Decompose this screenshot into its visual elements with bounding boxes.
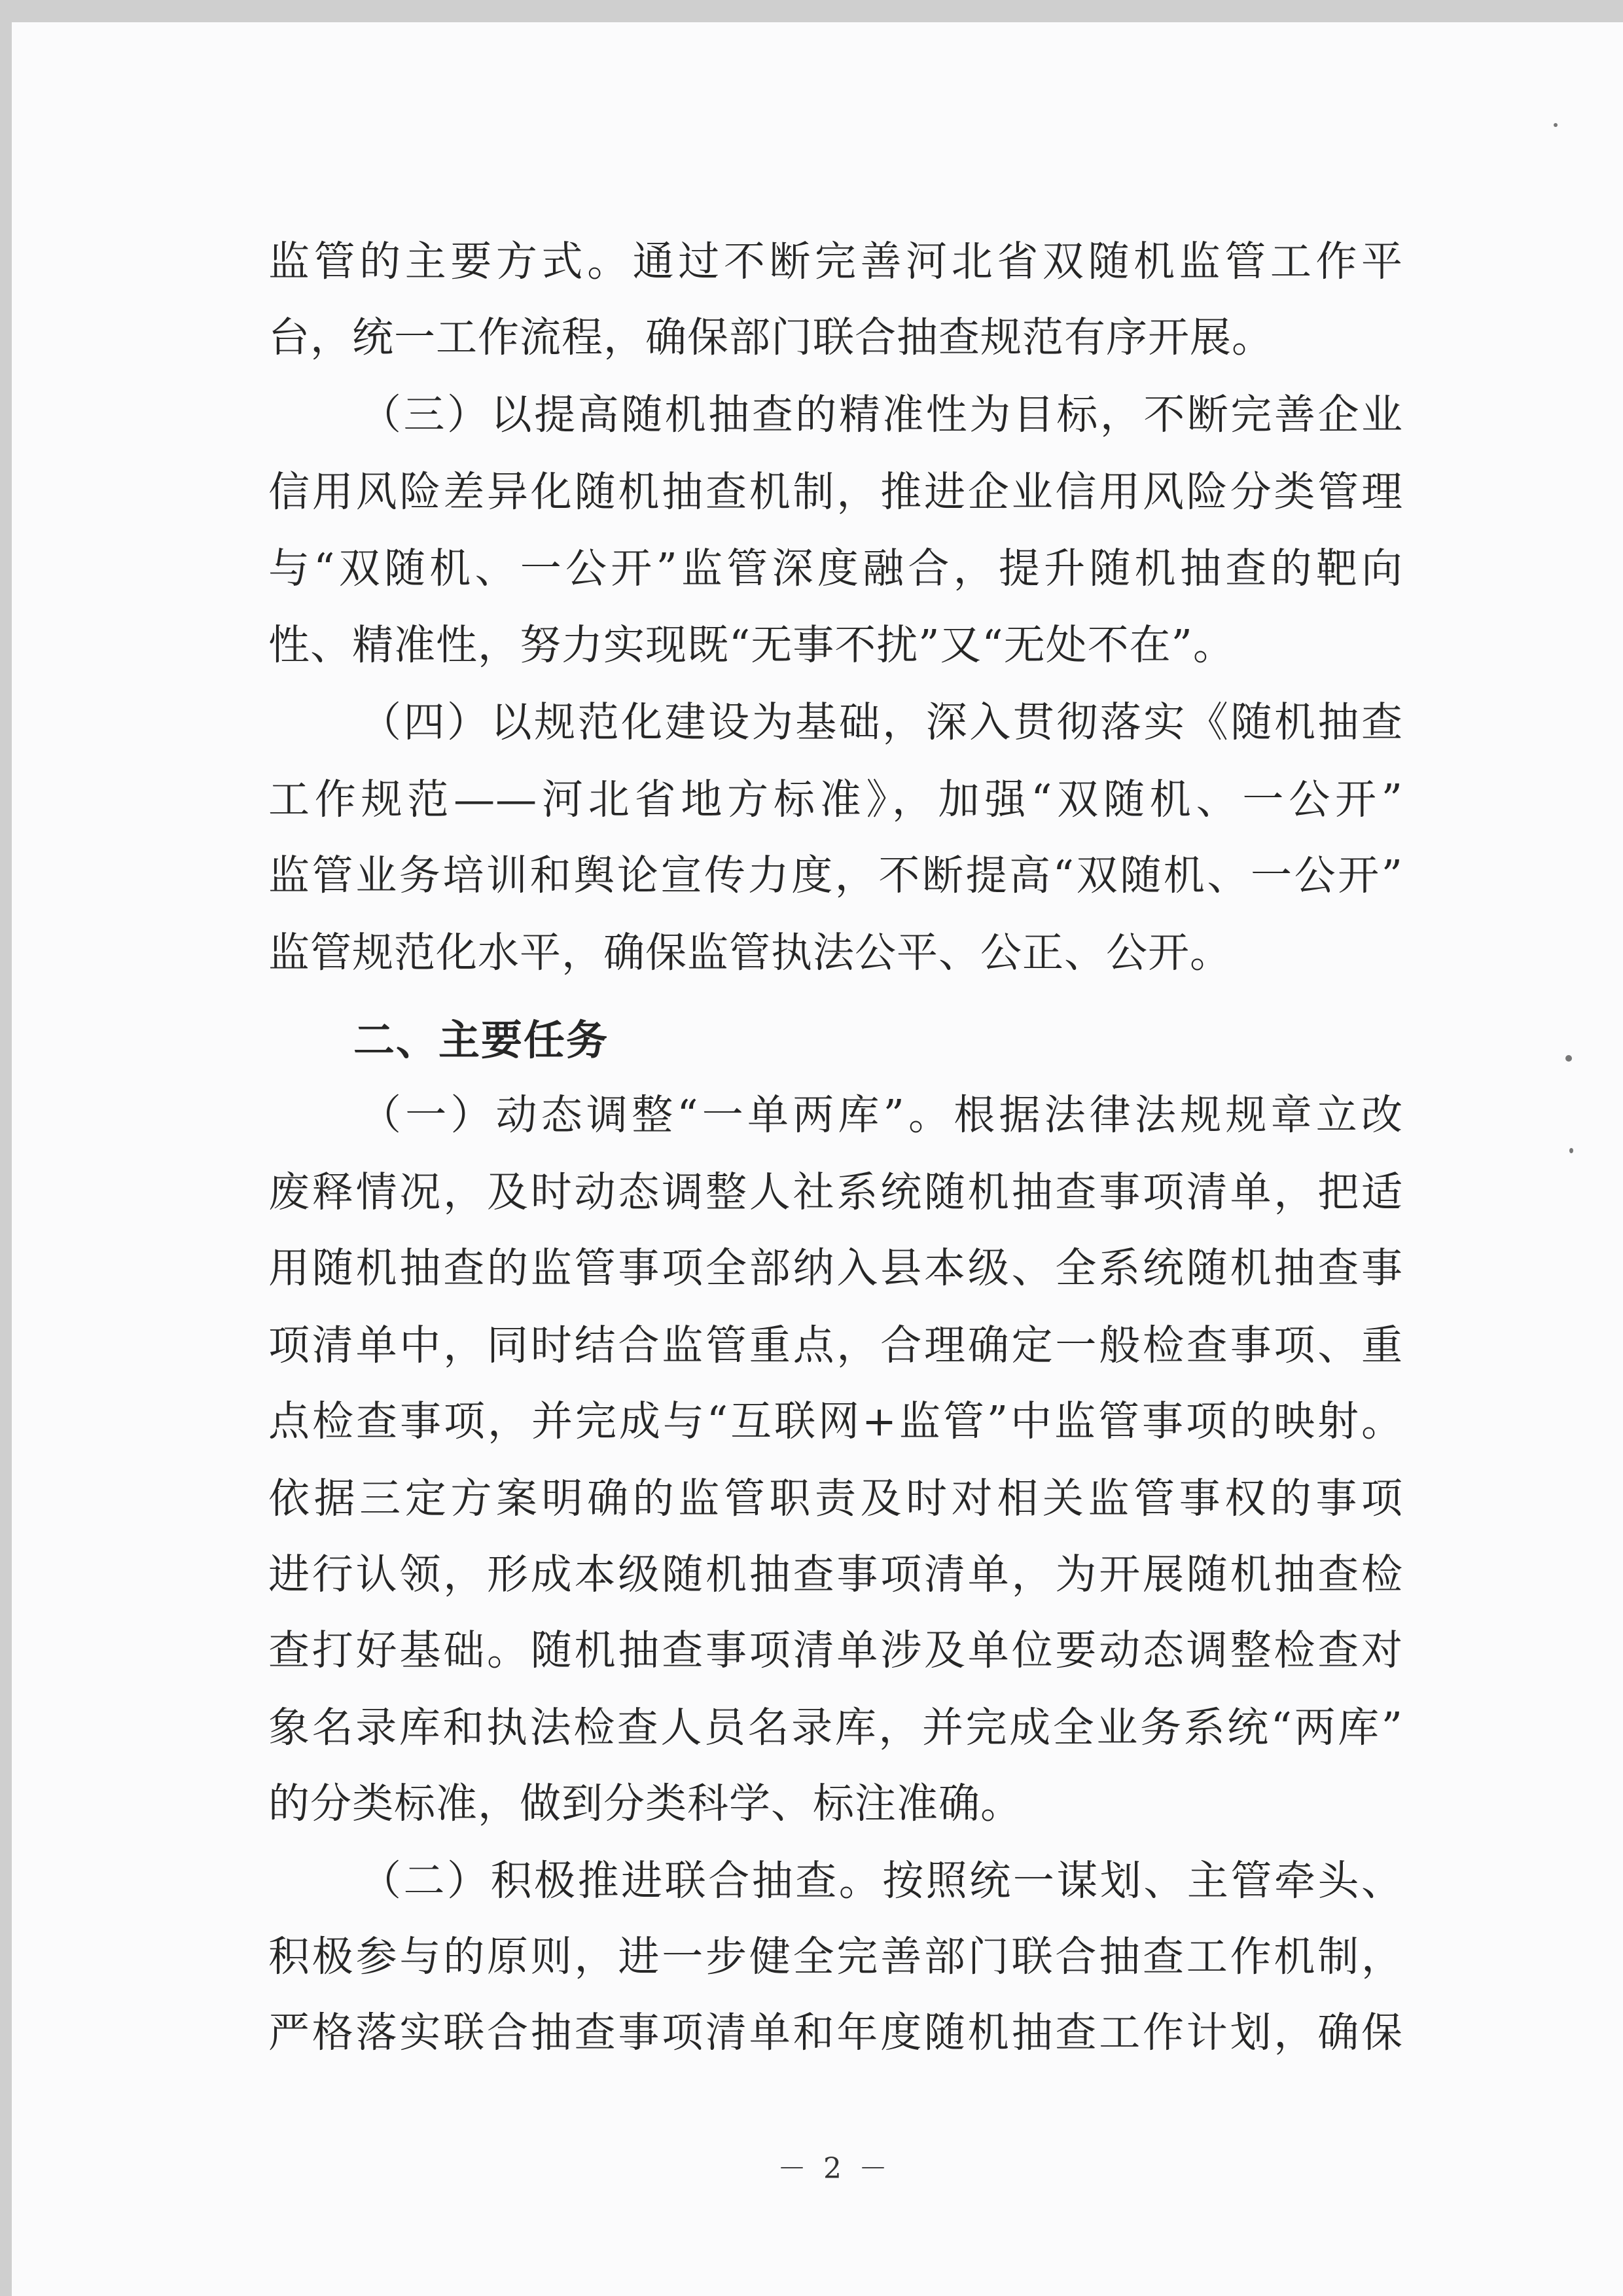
body-line: 性、精准性，努力实现既“无事不扰”又“无处不在”。 — [268, 621, 1235, 669]
body-line: 进行认领，形成本级随机抽查事项清单，为开展随机抽查检 — [268, 1551, 1403, 1598]
document-page — [12, 22, 1623, 2296]
body-line: 的分类标准，做到分类科学、标注准确。 — [268, 1780, 1022, 1827]
body-line: 象名录库和执法检查人员名录库，并完成全业务系统“两库” — [268, 1704, 1403, 1751]
body-line: 严格落实联合抽查事项清单和年度随机抽查工作计划，确保 — [268, 2009, 1403, 2056]
body-line: 信用风险差异化随机抽查机制，推进企业信用风险分类管理 — [268, 468, 1403, 516]
scan-speck — [1554, 123, 1558, 127]
body-line: 监管业务培训和舆论宣传力度，不断提高“双随机、一公开” — [268, 852, 1403, 899]
body-line: 查打好基础。随机抽查事项清单涉及单位要动态调整检查对 — [268, 1626, 1403, 1674]
body-line: 监管的主要方式。通过不断完善河北省双随机监管工作平 — [268, 238, 1403, 285]
section-heading: 二、主要任务 — [353, 1016, 609, 1064]
body-line: 用随机抽查的监管事项全部纳入县本级、全系统随机抽查事 — [268, 1244, 1403, 1292]
paragraph-four-line: （四）以规范化建设为基础，深入贯彻落实《随机抽查 — [360, 698, 1403, 746]
body-line: 废释情况，及时动态调整人社系统随机抽查事项清单，把适 — [268, 1168, 1403, 1216]
body-line: 依据三定方案明确的监管职责及时对相关监管事权的事项 — [268, 1475, 1403, 1522]
body-line: 与“双随机、一公开”监管深度融合，提升随机抽查的靶向 — [268, 545, 1403, 592]
task-one-line: （一）动态调整“一单两库”。根据法律法规规章立改 — [360, 1091, 1403, 1139]
body-line: 点检查事项，并完成与“互联网+监管”中监管事项的映射。 — [268, 1397, 1403, 1445]
body-line: 台，统一工作流程，确保部门联合抽查规范有序开展。 — [268, 314, 1274, 361]
scan-speck — [1565, 1055, 1572, 1062]
body-line: 工作规范——河北省地方标准》，加强“双随机、一公开” — [268, 776, 1403, 823]
body-line: 积极参与的原则，进一步健全完善部门联合抽查工作机制， — [268, 1933, 1403, 1981]
scan-speck — [1569, 1148, 1573, 1153]
page-number: － 2 － — [777, 2152, 891, 2185]
task-two-line: （二）积极推进联合抽查。按照统一谋划、主管牵头、 — [360, 1857, 1403, 1905]
body-line: 监管规范化水平，确保监管执法公平、公正、公开。 — [268, 929, 1232, 977]
body-line: 项清单中，同时结合监管重点，合理确定一般检查事项、重 — [268, 1321, 1403, 1369]
paragraph-three-line: （三）以提高随机抽查的精准性为目标，不断完善企业 — [360, 391, 1403, 439]
